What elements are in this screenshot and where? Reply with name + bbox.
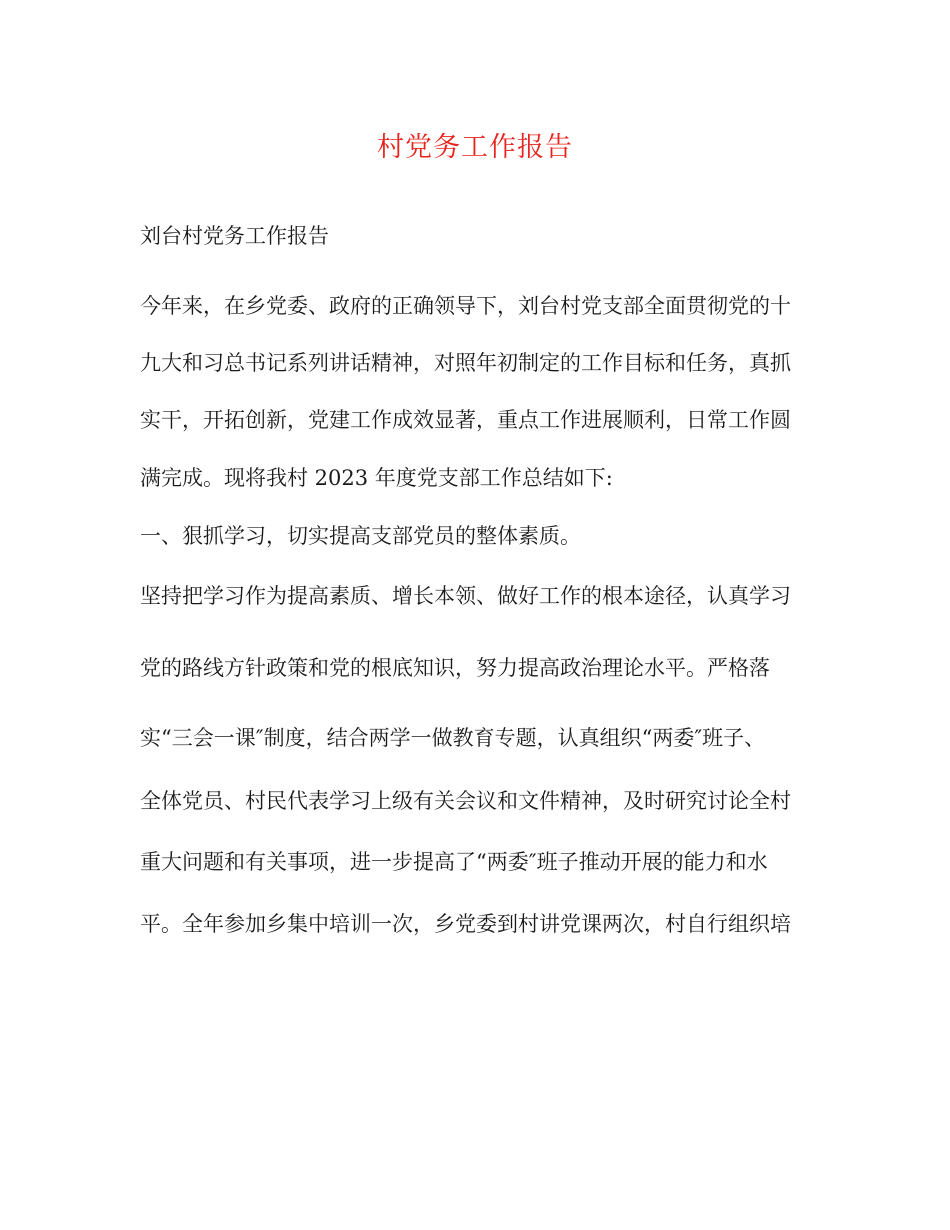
body-line: 满完成。现将我村 2023 年度党支部工作总结如下: (140, 466, 613, 490)
body-line: 重大问题和有关事项，进一步提高了“两委″班子推动开展的能力和水 (140, 850, 768, 874)
body-line: 平。全年参加乡集中培训一次，乡党委到村讲党课两次，村自行组织培 (140, 912, 791, 936)
body-line: 今年来，在乡党委、政府的正确领导下，刘台村党支部全面贯彻党的十 (140, 294, 791, 318)
document-subtitle: 刘台村党务工作报告 (140, 224, 329, 248)
document-title: 村党务工作报告 (377, 132, 573, 163)
body-line: 九大和习总书记系列讲话精神，对照年初制定的工作目标和任务，真抓 (140, 351, 791, 375)
body-line: 坚持把学习作为提高素质、增长本领、做好工作的根本途径，认真学习 (140, 584, 791, 608)
body-line: 实干，开拓创新，党建工作成效显著，重点工作进展顺利，日常工作圆 (140, 408, 791, 432)
body-line: 党的路线方针政策和党的根底知识，努力提高政治理论水平。严格落 (140, 656, 770, 680)
body-line: 全体党员、村民代表学习上级有关会议和文件精神，及时研究讨论全村 (140, 789, 791, 813)
section-heading: 一、狠抓学习，切实提高支部党员的整体素质。 (140, 524, 581, 548)
body-line: 实“三会一课″制度，结合两学一做教育专题，认真组织“两委″班子、 (140, 726, 766, 750)
